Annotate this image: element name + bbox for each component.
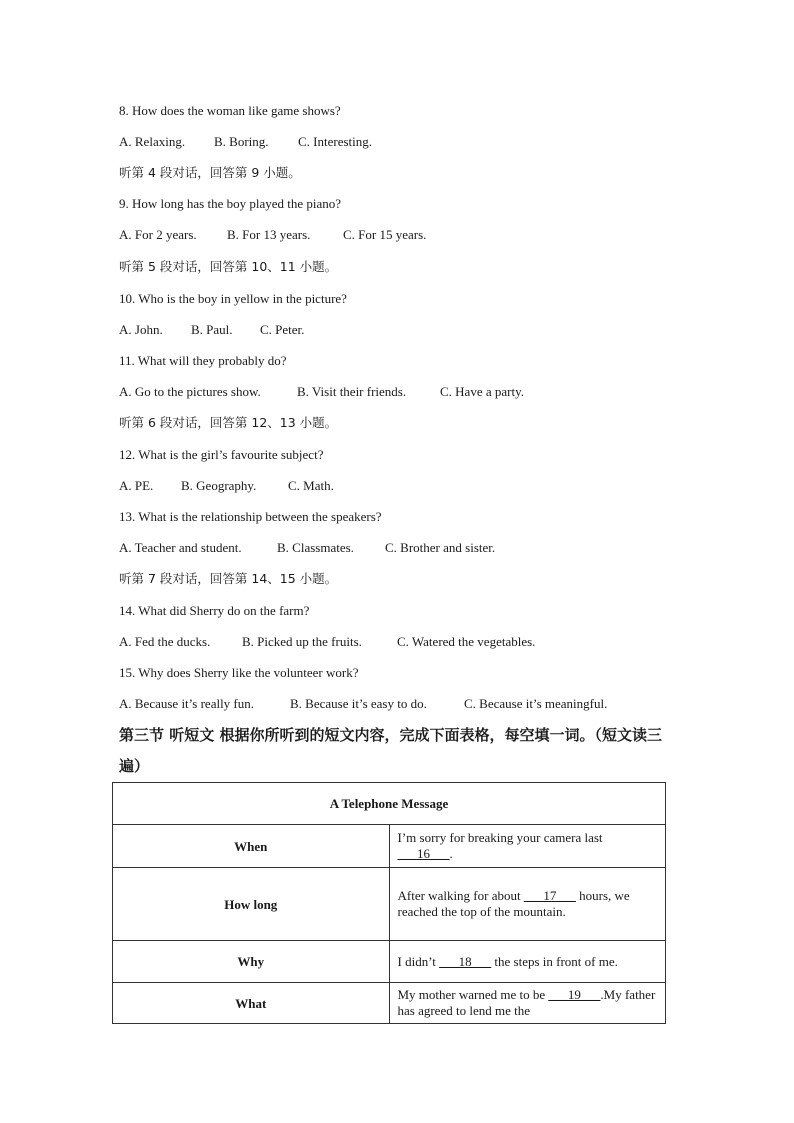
- table-row: [113, 941, 666, 983]
- option: C. Brother and sister.: [385, 540, 496, 555]
- row-content: After walking for about ___17___ hours, we reached the top of the mountain.: [389, 868, 666, 941]
- option: A. Relaxing.: [119, 134, 186, 149]
- option: C. Watered the vegetables.: [397, 634, 536, 649]
- option: C. Math.: [288, 478, 334, 493]
- row-content: I’m sorry for breaking your camera last ___16___.: [389, 825, 666, 868]
- table-row: [113, 983, 666, 1024]
- blank-19: ___19___: [548, 987, 601, 1002]
- row-label: Why: [113, 941, 390, 983]
- row-content: My mother warned me to be ___19___.My father has agreed to lend me the: [389, 983, 666, 1024]
- option: A. Teacher and student.: [119, 540, 242, 555]
- option: B. For 13 years.: [227, 227, 311, 242]
- options-14: [119, 634, 535, 650]
- options-10: [119, 322, 304, 338]
- option: B. Paul.: [191, 322, 233, 337]
- options-15: [119, 696, 607, 712]
- row-content: I didn’t ___18___ the steps in front of me.: [389, 941, 666, 983]
- instruction: 听第 4 段对话，回答第 9 小题。: [119, 165, 301, 180]
- option: B. Boring.: [214, 134, 269, 149]
- option: C. For 15 years.: [343, 227, 427, 242]
- option: C. Peter.: [260, 322, 305, 337]
- options-12: [119, 478, 334, 494]
- option: C. Because it’s meaningful.: [464, 696, 608, 711]
- blank-16: ___16___: [397, 846, 450, 861]
- options-9: [119, 227, 426, 243]
- table-row: [113, 825, 666, 868]
- row-label: How long: [113, 868, 390, 941]
- option: A. John.: [119, 322, 163, 337]
- instruction: 听第 6 段对话，回答第 12、13 小题。: [119, 415, 338, 430]
- question-12: 12. What is the girl’s favourite subject?: [119, 447, 324, 462]
- question-14: 14. What did Sherry do on the farm?: [119, 603, 310, 618]
- instruction: 听第 5 段对话，回答第 10、11 小题。: [119, 259, 338, 274]
- option: B. Visit their friends.: [297, 384, 407, 399]
- question-10: 10. Who is the boy in yellow in the picture?: [119, 291, 347, 306]
- table-row: [113, 868, 666, 941]
- row-label: When: [113, 825, 390, 868]
- instruction: 听第 7 段对话，回答第 14、15 小题。: [119, 571, 338, 586]
- blank-17: ___17___: [523, 888, 576, 903]
- question-11: 11. What will they probably do?: [119, 353, 287, 368]
- option: C. Interesting.: [298, 134, 373, 149]
- option: A. For 2 years.: [119, 227, 197, 242]
- option: B. Classmates.: [277, 540, 354, 555]
- option: A. Go to the pictures show.: [119, 384, 261, 399]
- options-11: [119, 384, 524, 400]
- option: B. Geography.: [181, 478, 257, 493]
- table-title: A Telephone Message: [113, 783, 666, 825]
- section-title: 第三节 听短文 根据你所听到的短文内容，完成下面表格，每空填一词。（短文读三遍）: [119, 726, 662, 775]
- question-15: 15. Why does Sherry like the volunteer work?: [119, 665, 359, 680]
- option: C. Have a party.: [440, 384, 524, 399]
- blank-18: ___18___: [439, 953, 492, 969]
- option: A. Because it’s really fun.: [119, 696, 255, 711]
- options-8: [119, 134, 372, 150]
- option: B. Because it’s easy to do.: [290, 696, 427, 711]
- option: A. PE.: [119, 478, 154, 493]
- option: A. Fed the ducks.: [119, 634, 211, 649]
- row-label: What: [113, 983, 390, 1024]
- question-9: 9. How long has the boy played the piano?: [119, 196, 342, 211]
- question-13: 13. What is the relationship between the speakers?: [119, 509, 382, 524]
- option: B. Picked up the fruits.: [242, 634, 362, 649]
- telephone-message-table: [112, 782, 666, 1024]
- question-8: 8. How does the woman like game shows?: [119, 103, 341, 118]
- options-13: [119, 540, 495, 556]
